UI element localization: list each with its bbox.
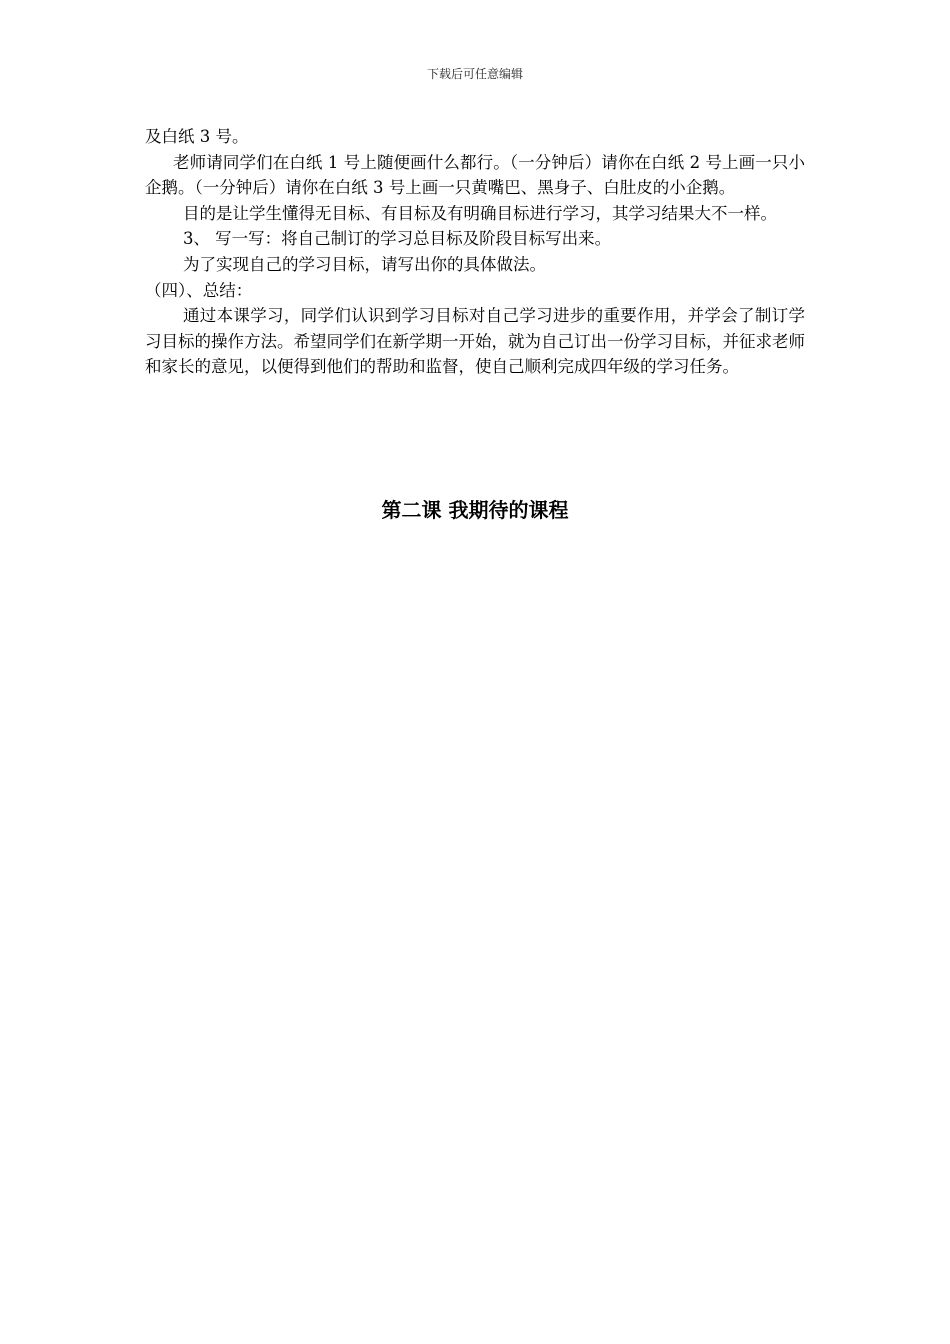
paragraph-continuation: 及白纸 3 号。 xyxy=(145,127,249,146)
paragraph-write-goals: 3、 写一写：将自己制订的学习总目标及阶段目标写出来。 xyxy=(182,229,612,249)
page-header-note: 下载后可任意编辑 xyxy=(426,67,523,81)
paragraph-methods: 为了实现自己的学习目标，请写出你的具体做法。 xyxy=(182,254,546,274)
section-heading-summary: （四）、总结： xyxy=(145,280,253,300)
paragraph-purpose: 目的是让学生懂得无目标、有目标及有明确目标进行学习，其学习结果大不一样。 xyxy=(182,203,777,223)
document-body xyxy=(145,124,805,380)
lesson-title: 第二课 我期待的课程 xyxy=(381,498,569,522)
paragraph-summary: 通过本课学习，同学们认识到学习目标对自己学习进步的重要作用，并学会了制订学习目标的操作方法。希望同学们在新学期一开始，就为自己订出一份学习目标，并征求老师和家长的意见，以便得到他们的帮助和监督，使自己顺利完成四年级的学习任务。 xyxy=(145,306,805,377)
paragraph-drawing-activity: 老师请同学们在白纸 1 号上随便画什么都行。（一分钟后）请你在白纸 2 号上画一只小企鹅。（一分钟后）请你在白纸 3 号上画一只黄嘴巴、黑身子、白肚皮的小企鹅。 xyxy=(145,152,805,198)
